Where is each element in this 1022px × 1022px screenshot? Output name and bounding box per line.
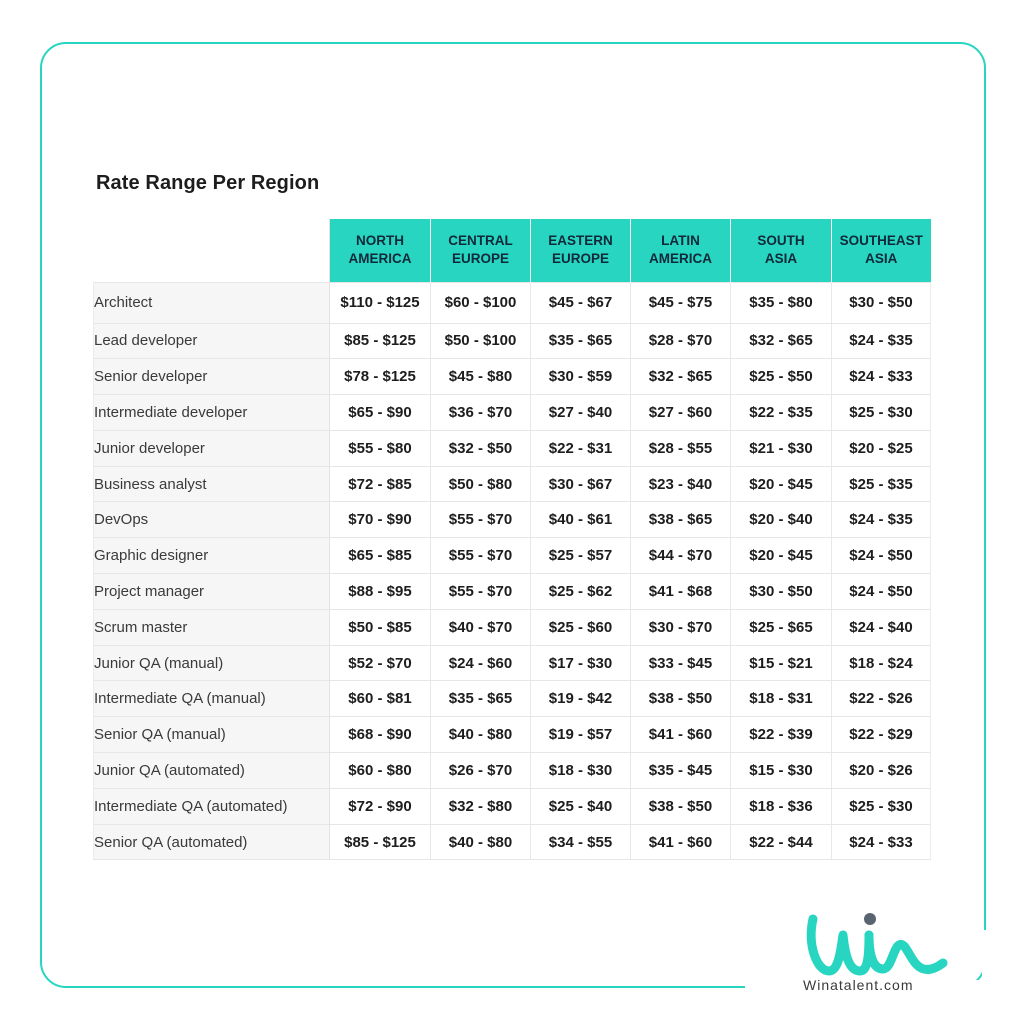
rate-cell: $27 - $40 (531, 395, 631, 431)
table-row (94, 645, 931, 681)
rate-cell: $15 - $21 (731, 645, 832, 681)
role-cell: Intermediate QA (manual) (94, 681, 330, 717)
role-cell: Architect (94, 282, 330, 323)
rate-cell: $65 - $85 (330, 538, 431, 574)
rate-cell: $50 - $100 (431, 323, 531, 359)
rate-cell: $35 - $65 (431, 681, 531, 717)
logo-mark-icon (805, 905, 955, 985)
rate-cell: $20 - $45 (731, 538, 832, 574)
rate-cell: $55 - $70 (431, 574, 531, 610)
rate-cell: $44 - $70 (631, 538, 731, 574)
role-cell: Junior QA (automated) (94, 753, 330, 789)
rate-cell: $50 - $85 (330, 609, 431, 645)
table-row (94, 788, 931, 824)
role-cell: Project manager (94, 574, 330, 610)
rate-cell: $45 - $75 (631, 282, 731, 323)
rate-cell: $24 - $33 (832, 824, 931, 860)
role-cell: Senior QA (automated) (94, 824, 330, 860)
rate-cell: $22 - $39 (731, 717, 832, 753)
table-row (94, 753, 931, 789)
rate-cell: $60 - $100 (431, 282, 531, 323)
table-row (94, 323, 931, 359)
rate-cell: $85 - $125 (330, 323, 431, 359)
rate-cell: $52 - $70 (330, 645, 431, 681)
header-region: LATIN AMERICA (631, 219, 731, 282)
page-title: Rate Range Per Region (96, 172, 320, 194)
rate-cell: $88 - $95 (330, 574, 431, 610)
role-cell: Senior QA (manual) (94, 717, 330, 753)
rate-cell: $34 - $55 (531, 824, 631, 860)
table-row (94, 502, 931, 538)
role-cell: Senior developer (94, 359, 330, 395)
rate-cell: $24 - $35 (832, 502, 931, 538)
rate-cell: $22 - $26 (832, 681, 931, 717)
rate-cell: $20 - $26 (832, 753, 931, 789)
rate-cell: $65 - $90 (330, 395, 431, 431)
rate-cell: $40 - $61 (531, 502, 631, 538)
role-cell: Business analyst (94, 466, 330, 502)
rate-cell: $24 - $33 (832, 359, 931, 395)
role-cell: DevOps (94, 502, 330, 538)
rate-cell: $32 - $65 (731, 323, 832, 359)
role-cell: Scrum master (94, 609, 330, 645)
rate-cell: $30 - $70 (631, 609, 731, 645)
rate-cell: $25 - $30 (832, 788, 931, 824)
rate-cell: $22 - $31 (531, 430, 631, 466)
rate-cell: $25 - $40 (531, 788, 631, 824)
rate-cell: $18 - $31 (731, 681, 832, 717)
rate-cell: $18 - $30 (531, 753, 631, 789)
rate-cell: $35 - $80 (731, 282, 832, 323)
rate-table (93, 219, 931, 860)
rate-cell: $30 - $67 (531, 466, 631, 502)
rate-cell: $28 - $70 (631, 323, 731, 359)
rate-cell: $15 - $30 (731, 753, 832, 789)
rate-cell: $110 - $125 (330, 282, 431, 323)
rate-cell: $19 - $57 (531, 717, 631, 753)
rate-cell: $38 - $50 (631, 788, 731, 824)
rate-cell: $28 - $55 (631, 430, 731, 466)
role-cell: Junior QA (manual) (94, 645, 330, 681)
rate-cell: $41 - $68 (631, 574, 731, 610)
rate-cell: $40 - $70 (431, 609, 531, 645)
rate-cell: $33 - $45 (631, 645, 731, 681)
rate-cell: $20 - $25 (832, 430, 931, 466)
rate-cell: $45 - $80 (431, 359, 531, 395)
rate-cell: $55 - $70 (431, 502, 531, 538)
table-row (94, 538, 931, 574)
rate-cell: $18 - $36 (731, 788, 832, 824)
rate-cell: $40 - $80 (431, 824, 531, 860)
rate-cell: $55 - $80 (330, 430, 431, 466)
rate-cell: $18 - $24 (832, 645, 931, 681)
rate-cell: $25 - $60 (531, 609, 631, 645)
rate-cell: $24 - $50 (832, 574, 931, 610)
rate-cell: $30 - $59 (531, 359, 631, 395)
rate-cell: $60 - $81 (330, 681, 431, 717)
table-row (94, 609, 931, 645)
rate-cell: $85 - $125 (330, 824, 431, 860)
table-row (94, 430, 931, 466)
header-row (94, 219, 931, 282)
rate-cell: $60 - $80 (330, 753, 431, 789)
rate-cell: $25 - $57 (531, 538, 631, 574)
rate-cell: $32 - $65 (631, 359, 731, 395)
role-cell: Junior developer (94, 430, 330, 466)
rate-cell: $24 - $50 (832, 538, 931, 574)
rate-cell: $25 - $65 (731, 609, 832, 645)
rate-cell: $30 - $50 (731, 574, 832, 610)
table-row (94, 282, 931, 323)
rate-cell: $20 - $40 (731, 502, 832, 538)
rate-cell: $25 - $50 (731, 359, 832, 395)
role-cell: Intermediate QA (automated) (94, 788, 330, 824)
rate-cell: $32 - $80 (431, 788, 531, 824)
table-row (94, 466, 931, 502)
brand-name: Winatalent.com (803, 977, 914, 993)
rate-cell: $41 - $60 (631, 824, 731, 860)
rate-cell: $30 - $50 (832, 282, 931, 323)
rate-cell: $55 - $70 (431, 538, 531, 574)
rate-cell: $50 - $80 (431, 466, 531, 502)
rate-cell: $25 - $35 (832, 466, 931, 502)
rate-cell: $35 - $45 (631, 753, 731, 789)
role-cell: Graphic designer (94, 538, 330, 574)
header-region: CENTRAL EUROPE (431, 219, 531, 282)
rate-cell: $21 - $30 (731, 430, 832, 466)
header-corner (94, 219, 330, 282)
rate-cell: $20 - $45 (731, 466, 832, 502)
rate-cell: $25 - $62 (531, 574, 631, 610)
rate-cell: $22 - $35 (731, 395, 832, 431)
role-cell: Lead developer (94, 323, 330, 359)
rate-cell: $38 - $50 (631, 681, 731, 717)
rate-cell: $24 - $40 (832, 609, 931, 645)
rate-cell: $24 - $35 (832, 323, 931, 359)
rate-cell: $72 - $85 (330, 466, 431, 502)
header-region: SOUTH ASIA (731, 219, 832, 282)
rate-cell: $40 - $80 (431, 717, 531, 753)
header-region: EASTERN EUROPE (531, 219, 631, 282)
header-region: NORTH AMERICA (330, 219, 431, 282)
table-row (94, 359, 931, 395)
role-cell: Intermediate developer (94, 395, 330, 431)
table-row (94, 574, 931, 610)
table-row (94, 681, 931, 717)
rate-cell: $24 - $60 (431, 645, 531, 681)
rate-cell: $32 - $50 (431, 430, 531, 466)
rate-cell: $68 - $90 (330, 717, 431, 753)
table-row (94, 717, 931, 753)
rate-cell: $26 - $70 (431, 753, 531, 789)
rate-cell: $23 - $40 (631, 466, 731, 502)
rate-cell: $72 - $90 (330, 788, 431, 824)
rate-cell: $22 - $44 (731, 824, 832, 860)
header-region: SOUTHEAST ASIA (832, 219, 931, 282)
rate-cell: $35 - $65 (531, 323, 631, 359)
rate-cell: $17 - $30 (531, 645, 631, 681)
rate-cell: $41 - $60 (631, 717, 731, 753)
rate-cell: $38 - $65 (631, 502, 731, 538)
rate-cell: $25 - $30 (832, 395, 931, 431)
table-row (94, 824, 931, 860)
rate-cell: $22 - $29 (832, 717, 931, 753)
rate-cell: $36 - $70 (431, 395, 531, 431)
rate-cell: $45 - $67 (531, 282, 631, 323)
rate-cell: $27 - $60 (631, 395, 731, 431)
rate-cell: $70 - $90 (330, 502, 431, 538)
rate-cell: $19 - $42 (531, 681, 631, 717)
table-row (94, 395, 931, 431)
rate-cell: $78 - $125 (330, 359, 431, 395)
